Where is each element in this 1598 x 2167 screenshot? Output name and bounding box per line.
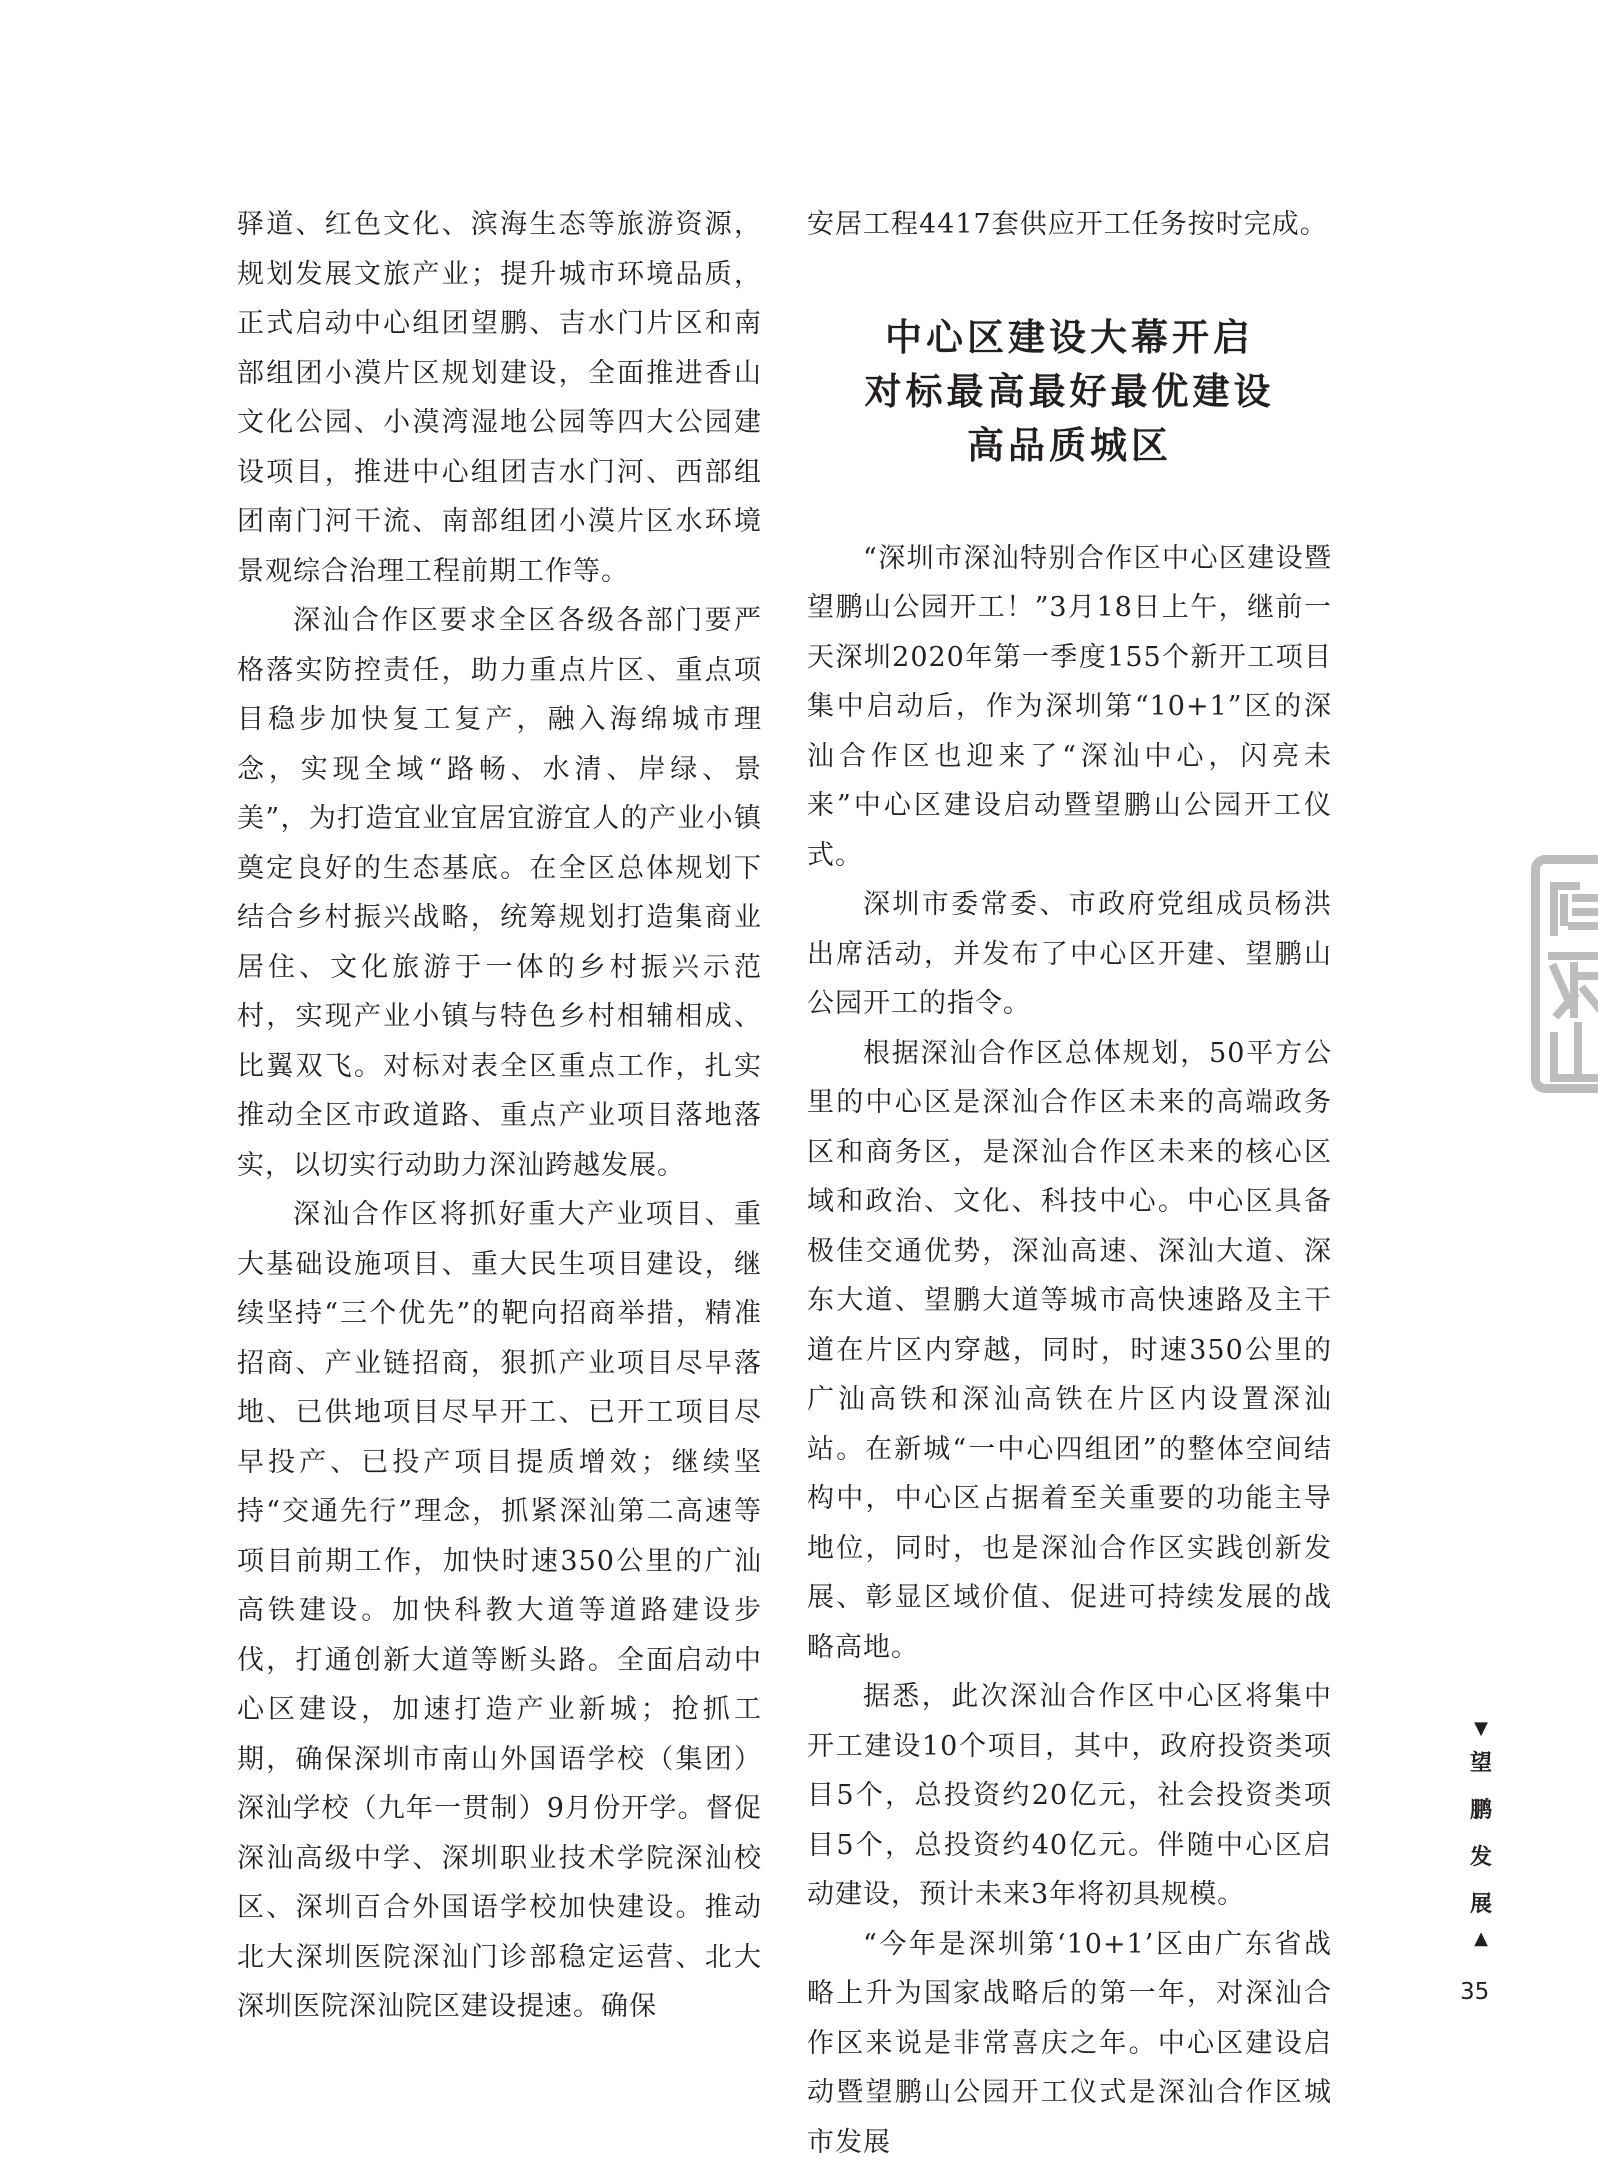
- side-nav-char: 鹏: [1464, 1787, 1498, 1834]
- body-paragraph: 深汕合作区要求全区各级各部门要严格落实防控责任，助力重点片区、重点项目稳步加快复工复产，融入海绵城市理念，实现全域“路畅、水清、岸绿、景美”，为打造宜业宜居宜游宜人的产业小镇奠定良好的生态基底。在全区总体规划下结合乡村振兴战略，统筹规划打造集商业居住、文化旅游于一体的乡村振兴示范村，实现产业小镇与特色乡村相辅相成、比翼双飞。对标对表全区重点工作，扎实推动全区市政道路、重点产业项目落地落实，以切实行动助力深汕跨越发展。: [237, 596, 762, 1190]
- side-nav-char: 展: [1464, 1881, 1498, 1928]
- body-paragraph: “深圳市深汕特别合作区中心区建设暨望鹏山公园开工！”3月18日上午，继前一天深圳2020年第一季度155个新开工项目集中启动后，作为深圳第“10+1”区的深汕合作区也迎来了“深汕中心，闪亮未来”中心区建设启动暨望鹏山公园开工仪式。: [807, 534, 1332, 881]
- body-paragraph: 根据深汕合作区总体规划，50平方公里的中心区是深汕合作区未来的高端政务区和商务区，是深汕合作区未来的核心区域和政治、文化、科技中心。中心区具备极佳交通优势，深汕高速、深汕大道、深东大道、望鹏大道等城市高快速路及主干道在片区内穿越，同时，时速350公里的广汕高铁和深汕高铁在片区内设置深汕站。在新城“一中心四组团”的整体空间结构中，中心区占据着至关重要的功能主导地位，同时，也是深汕合作区实践创新发展、彰显区域价值、促进可持续发展的战略高地。: [807, 1029, 1332, 1673]
- body-paragraph: 据悉，此次深汕合作区中心区将集中开工建设10个项目，其中，政府投资类项目5个，总投资约20亿元，社会投资类项目5个，总投资约40亿元。伴随中心区启动建设，预计未来3年将初具规模。: [807, 1672, 1332, 1920]
- side-nav-char: 望: [1464, 1740, 1498, 1787]
- body-paragraph: 驿道、红色文化、滨海生态等旅游资源，规划发展文旅产业；提升城市环境品质，正式启动中心组团望鹏、吉水门片区和南部组团小漠片区规划建设，全面推进香山文化公园、小漠湾湿地公园等四大公园建设项目，推进中心组团吉水门河、西部组团南门河干流、南部组团小漠片区水环境景观综合治理工程前期工作等。: [237, 200, 762, 596]
- triangle-up-icon: ▲: [1464, 1928, 1498, 1950]
- triangle-down-icon: ▼: [1464, 1718, 1498, 1740]
- side-nav-label: [1464, 1718, 1498, 1950]
- side-nav-char: 发: [1464, 1834, 1498, 1881]
- body-paragraph: 深圳市委常委、市政府党组成员杨洪出席活动，并发布了中心区开建、望鹏山公园开工的指令。: [807, 880, 1332, 1029]
- heading-line-2: 对标最高最好最优建设: [807, 364, 1332, 418]
- body-paragraph: “今年是深圳第‘10+1’区由广东省战略上升为国家战略后的第一年，对深汕合作区来说是非常喜庆之年。中心区建设启动暨望鹏山公园开工仪式是深汕合作区城市发展: [807, 1920, 1332, 2167]
- section-heading: [807, 310, 1332, 472]
- body-paragraph: 深汕合作区将抓好重大产业项目、重大基础设施项目、重大民生项目建设，继续坚持“三个优先”的靶向招商举措，精准招商、产业链招商，狠抓产业项目尽早落地、已供地项目尽早开工、已开工项目尽早投产、已投产项目提质增效；继续坚持“交通先行”理念，抓紧深汕第二高速等项目前期工作，加快时速350公里的广汕高铁建设。加快科教大道等道路建设步伐，打通创新大道等断头路。全面启动中心区建设，加速打造产业新城；抢抓工期，确保深圳市南山外国语学校（集团）深汕学校（九年一贯制）9月份开学。督促深汕高级中学、深圳职业技术学院深汕校区、深圳百合外国语学校加快建设。推动北大深圳医院深汕门诊部稳定运营、北大深圳医院深汕院区建设提速。确保: [237, 1190, 762, 2032]
- right-column: [807, 200, 1332, 2167]
- seal-stamp-glyphs: [1540, 864, 1598, 1093]
- heading-line-1: 中心区建设大幕开启: [807, 310, 1332, 364]
- left-column: [237, 200, 762, 2032]
- seal-stamp-icon: [1531, 855, 1598, 1093]
- continuation-paragraph: 安居工程4417套供应开工任务按时完成。: [807, 200, 1332, 250]
- page-number: 35: [1460, 1979, 1489, 2005]
- heading-line-3: 高品质城区: [807, 418, 1332, 472]
